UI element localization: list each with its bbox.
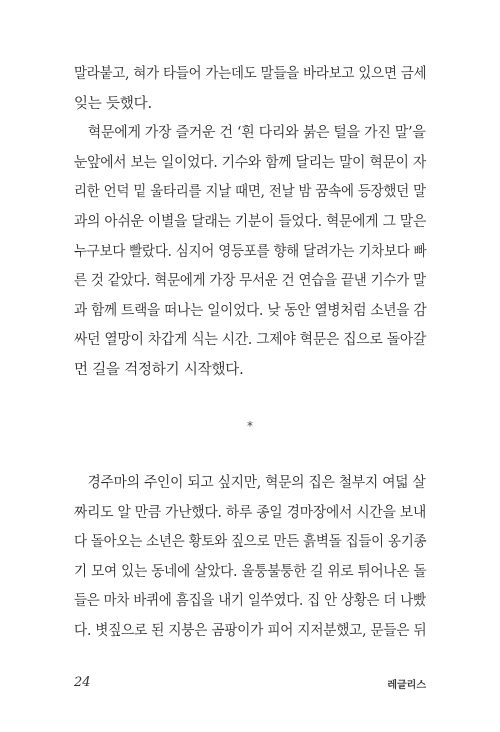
text-line: 과 함께 트랙을 떠나는 일이었다. 낮 동안 열병처럼 소년을 감 (74, 302, 427, 319)
text-line: 누구보다 빨랐다. 심지어 영등포를 향해 달려가는 기차보다 빠 (74, 243, 427, 260)
text-line: 혁문에게 가장 즐거운 건 ‘흰 다리와 붉은 털을 가진 말’을 (74, 125, 426, 142)
text-line: 들은 마차 바퀴에 흠집을 내기 일쑤였다. 집 안 상황은 더 나빴 (74, 593, 426, 610)
imprint-label: 레글리스 (387, 680, 426, 691)
page-number: 24 (74, 675, 91, 690)
text-line: 짜리도 알 만큼 가난했다. 하루 종일 경마장에서 시간을 보내 (74, 504, 427, 521)
text-line: 싸던 열망이 차갑게 식는 시간. 그제야 혁문은 집으로 돌아갈 (74, 332, 427, 349)
text-line: 경주마의 주인이 되고 싶지만, 혁문의 집은 철부지 여덟 살 (74, 475, 426, 491)
text-line: 기 모여 있는 동네에 살았다. 울퉁불퉁한 길 위로 튀어나온 돌 (74, 563, 427, 580)
text-line: 먼 길을 걱정하기 시작했다. (74, 361, 244, 378)
text-line: 과의 아쉬운 이별을 달래는 기분이 들었다. 혁문에게 그 말은 (74, 213, 427, 230)
text-line: 잊는 듯했다. (74, 95, 152, 112)
paragraph (74, 60, 426, 119)
paragraph (74, 469, 426, 647)
text-line: 리한 언덕 밑 울타리를 지날 때면, 전날 밤 꿈속에 등장했던 말 (74, 184, 426, 201)
text-line: 말라붙고, 혀가 타들어 가는데도 말들을 바라보고 있으면 금세 (74, 66, 427, 82)
text-line: 눈앞에서 보는 일이었다. 기수와 함께 달리는 말이 혁문이 자 (74, 154, 427, 171)
text-block-bottom (74, 469, 426, 647)
paragraph (74, 119, 426, 385)
text-line: 다. 볏짚으로 된 지붕은 곰팡이가 피어 지저분했고, 문들은 뒤 (74, 622, 427, 639)
section-divider: * (247, 419, 253, 433)
text-block-top (74, 60, 426, 386)
text-line: 다 돌아오는 소년은 황토와 짚으로 만든 흙벽돌 집들이 옹기종 (74, 534, 427, 551)
page-footer (74, 675, 426, 695)
text-line: 른 것 같았다. 혁문에게 가장 무서운 건 연습을 끝낸 기수가 말 (74, 273, 426, 290)
